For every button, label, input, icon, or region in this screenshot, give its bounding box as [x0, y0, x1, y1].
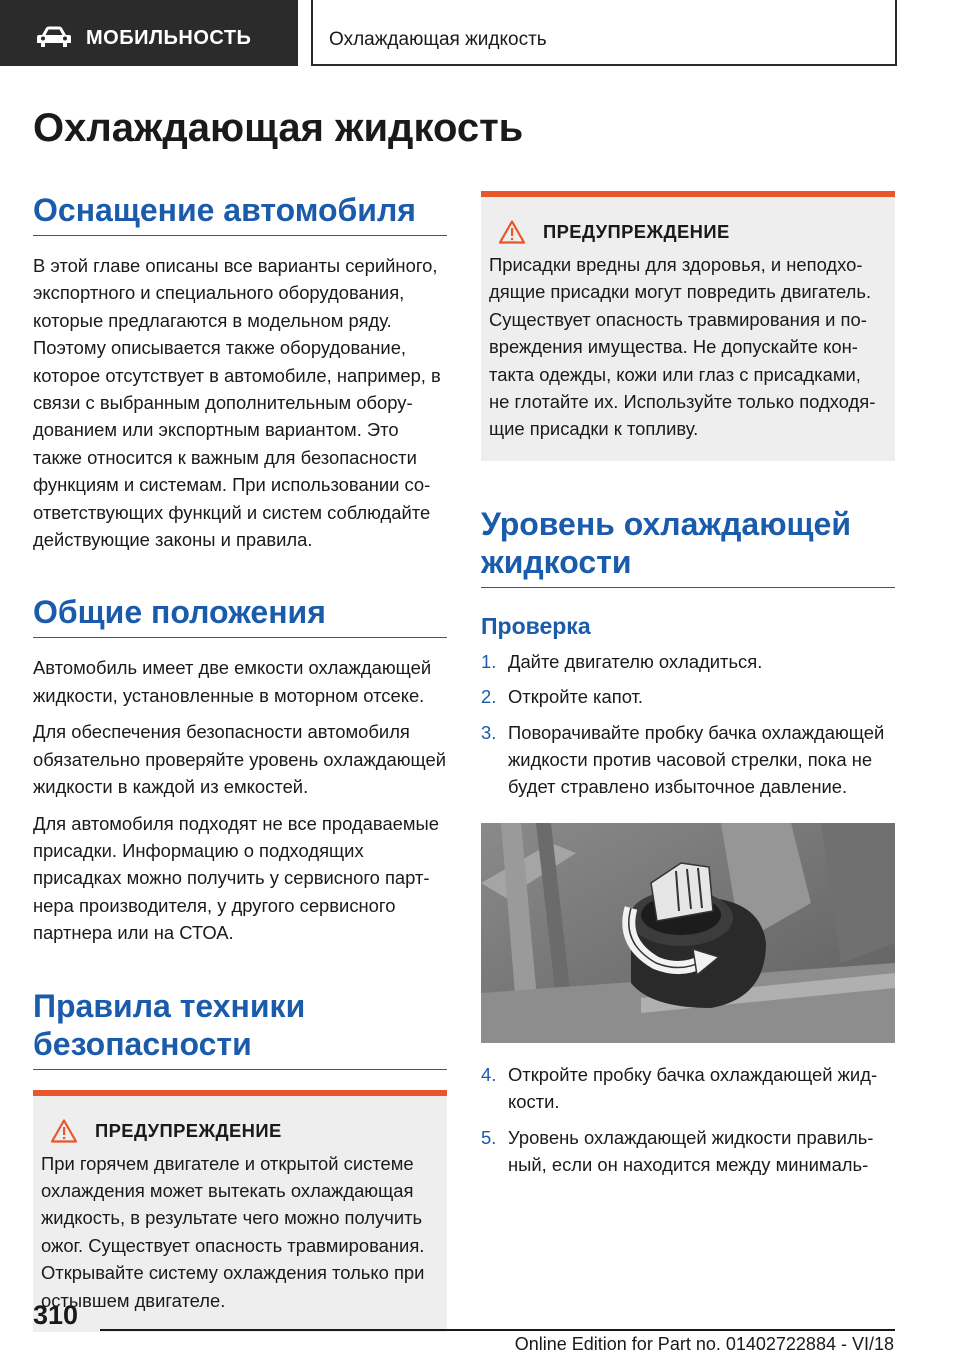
section-tab[interactable]: [0, 0, 298, 66]
warning-label: ПРЕДУПРЕЖДЕНИЕ: [543, 221, 730, 242]
coolant-cap-photo: [481, 823, 895, 1043]
warning-header: [489, 219, 885, 245]
warning-label: ПРЕДУПРЕЖДЕНИЕ: [95, 1119, 282, 1141]
list-item: 5. Уровень охлаждающей жидкости правильный, если он находится между минималь-: [481, 1126, 874, 1176]
chapter-tab[interactable]: [311, 0, 897, 66]
chapter-label: Охлаждающая жидкость: [329, 29, 547, 50]
footer-divider: [100, 1329, 895, 1331]
list-item: 1. Дайте двигателю охладиться.: [481, 650, 763, 672]
section-heading-coolant-level: Уровень охлаждающей жидкости: [481, 505, 895, 588]
warning-header: [41, 1118, 437, 1144]
steps-list-b: [481, 1061, 895, 1179]
edition-note: Online Edition for Part no. 01402722884 - VI/18: [514, 1334, 894, 1354]
section-heading-general: Общие положения: [33, 593, 447, 638]
warning-triangle-icon: [51, 1119, 77, 1143]
section-heading-safety: Правила техники безопасности: [33, 987, 447, 1070]
list-item: 3. Поворачивайте пробку бачка охлаждающей жидкости против часовой стрелки, пока не будет стравлено избыточное давление.: [481, 721, 885, 798]
page-header: [0, 0, 960, 66]
warning-box-additives: [481, 191, 895, 461]
warning-text: При горячем двигателе и открытой системе охлаждения может вытекать охлаждающая жидкость, в результате чего можно получить ожог. Существует опасность травмирования. Открывайте систему охлаждения только при остывшем двигателе.: [41, 1152, 425, 1311]
paragraph-general-1: Автомобиль имеет две емкости охлаждающей жидкости, установленные в моторном отсеке.: [33, 657, 432, 706]
left-column: [33, 191, 447, 1332]
right-column: [481, 191, 895, 1187]
paragraph-equipment: В этой главе описаны все варианты серийного, экспортного и специального оборудования, которые предлагаются в модельном ряду. Поэтому описывается также оборудование, которое отсутствует в автомобиле, например, в связи с выбранным дополнительным оборудованием или экспортным вариантом. Это также относится к важным для безопасности функциям и системам. При использовании соответствующих функций и систем соблюдайте действующие законы и правила.: [33, 255, 441, 551]
coolant-cap-illustration: [481, 823, 895, 1043]
page-title: Охлаждающая жидкость: [33, 106, 524, 150]
car-icon: [36, 26, 72, 48]
section-label: МОБИЛЬНОСТЬ: [86, 27, 252, 49]
section-heading-equipment: Оснащение автомобиля: [33, 191, 447, 236]
paragraph-general-2: Для обеспечения безопасности автомобиля обязательно проверяйте уровень охлаждающей жидкости в каждой из емкостей.: [33, 721, 446, 798]
warning-text: Присадки вредны для здоровья, и неподходящие присадки могут повредить двигатель. Существует опасность травмирования и повреждения имущества. Не допускайте контакта одежды, кожи или глаз с присадками, не глотайте их. Используйте только подходящие присадки к топливу.: [489, 254, 876, 440]
steps-list-a: [481, 648, 895, 801]
warning-triangle-icon: [499, 220, 525, 244]
list-item: 4. Откройте пробку бачка охлаждающей жидкости.: [481, 1063, 878, 1113]
paragraph-general-3: Для автомобиля подходят не все продаваемые присадки. Информацию о подходящих присадках можно получить у сервисного партнера производителя, у другого сервисного партнера или на СТОА.: [33, 812, 439, 944]
warning-box-hot-engine: [33, 1090, 447, 1332]
subheading-check: Проверка: [481, 612, 591, 639]
page-number: 310: [33, 1300, 79, 1330]
list-item: 2. Откройте капот.: [481, 686, 644, 708]
